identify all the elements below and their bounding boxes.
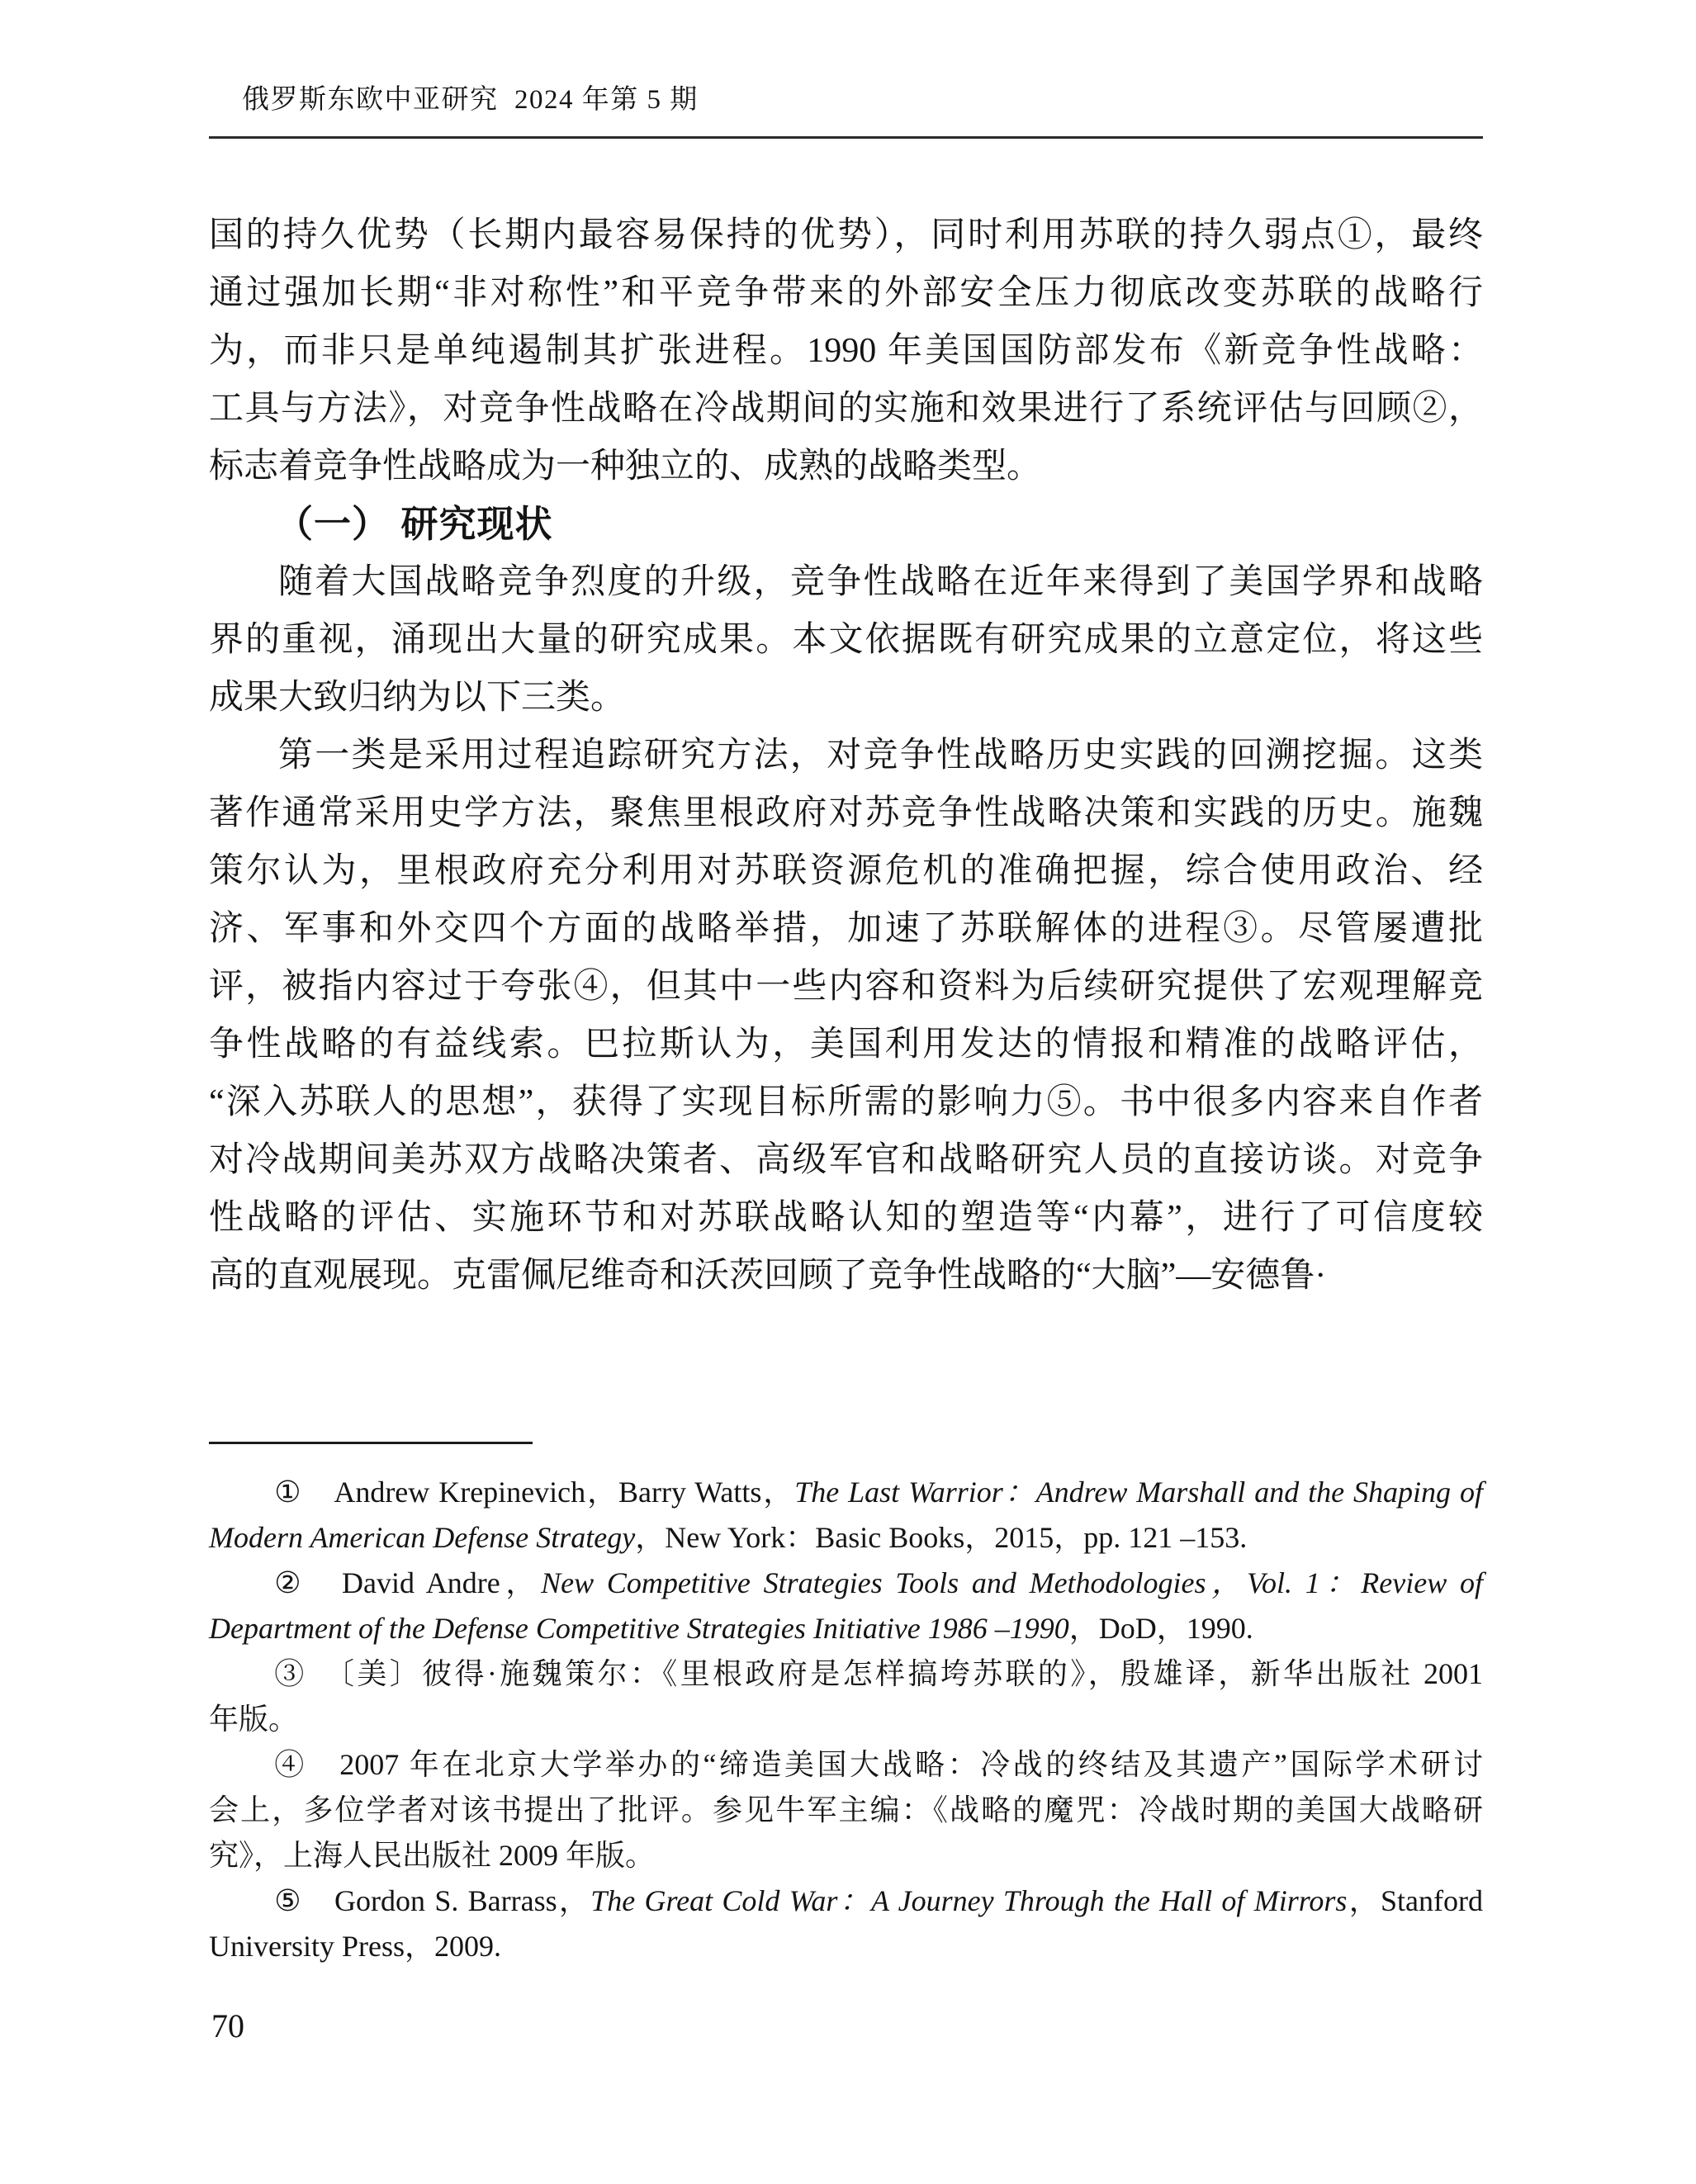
text-line: 界的重视，涌现出大量的研究成果。本文依据既有研究成果的立意定位，将这些 <box>209 621 1483 659</box>
footnote-text: ③ 〔美〕彼得·施魏策尔：《里根政府是怎样搞垮苏联的》，殷雄译，新华出版社 2001 <box>274 1657 1483 1690</box>
footnote-separator <box>209 1442 533 1444</box>
footnote-line <box>209 1878 1483 1924</box>
text-line: “深入苏联人的思想”，获得了实现目标所需的影响力⑤。书中很多内容来自作者 <box>209 1083 1483 1121</box>
footnote-line <box>209 1561 1483 1606</box>
footnote-line <box>209 1924 1483 1969</box>
footnote-text: ，Stanford <box>1347 1884 1483 1917</box>
text-line: 对冷战期间美苏双方战略决策者、高级军官和战略研究人员的直接访谈。对竞争 <box>209 1141 1483 1179</box>
footnote-text: ① Andrew Krepinevich，Barry Watts， <box>274 1476 795 1509</box>
text-line: 评，被指内容过于夸张④，但其中一些内容和资料为后续研究提供了宏观理解竞 <box>209 968 1483 1006</box>
text-line: 第一类是采用过程追踪研究方法，对竞争性战略历史实践的回溯挖掘。这类 <box>278 737 1483 775</box>
header-rule <box>209 136 1483 139</box>
footnote-title-italic: The Great Cold War：A Journey Through the Hall of Mirrors <box>590 1884 1348 1917</box>
text-line: 济、军事和外交四个方面的战略举措，加速了苏联解体的进程③。尽管屡遭批 <box>209 910 1483 948</box>
footnote-title-italic: The Last Warrior：Andrew Marshall and the Shaping of <box>794 1476 1483 1509</box>
text-line: 著作通常采用史学方法，聚焦里根政府对苏竞争性战略决策和实践的历史。施魏 <box>209 794 1483 832</box>
text-line: 工具与方法》，对竞争性战略在冷战期间的实施和效果进行了系统评估与回顾②， <box>209 390 1483 428</box>
footnotes <box>209 1470 1483 1969</box>
footnote-line <box>209 1742 1483 1788</box>
text-line: 性战略的评估、实施环节和对苏联战略认知的塑造等“内幕”，进行了可信度较 <box>209 1199 1483 1237</box>
text-line: 为，而非只是单纯遏制其扩张进程。1990 年美国国防部发布《新竞争性战略： <box>209 332 1483 370</box>
text-line: 成果大致归纳为以下三类。 <box>209 679 626 717</box>
footnote-line <box>209 1606 1483 1651</box>
text-line: 策尔认为，里根政府充分利用对苏联资源危机的准确把握，综合使用政治、经 <box>209 852 1483 890</box>
page-number: 70 <box>211 2007 244 2044</box>
footnote-text: ② David Andre， <box>274 1566 542 1599</box>
text-line: 争性战略的有益线索。巴拉斯认为，美国利用发达的情报和精准的战略评估， <box>209 1026 1483 1064</box>
text-line: 随着大国战略竞争烈度的升级，竞争性战略在近年来得到了美国学界和战略 <box>278 563 1483 601</box>
footnote-text: 会上，多位学者对该书提出了批评。参见牛军主编：《战略的魔咒：冷战时期的美国大战略研 <box>209 1793 1483 1826</box>
text-line: 标志着竞争性战略成为一种独立的、成熟的战略类型。 <box>209 448 1042 486</box>
footnote-line <box>209 1651 1483 1697</box>
footnote-line <box>209 1470 1483 1515</box>
journal-header: 俄罗斯东欧中亚研究 2024 年第 5 期 <box>242 85 699 115</box>
footnote-text: ④ 2007 年在北京大学举办的“缔造美国大战略：冷战的终结及其遗产”国际学术研讨 <box>274 1748 1483 1781</box>
footnote-text: University Press，2009. <box>209 1930 501 1963</box>
footnote-title-italic: Modern American Defense Strategy <box>209 1521 636 1554</box>
footnote-text: ⑤ Gordon S. Barrass， <box>274 1884 591 1917</box>
footnote-line <box>209 1515 1483 1561</box>
footnote-text: ，DoD，1990. <box>1068 1612 1253 1645</box>
text-line: 高的直观展现。克雷佩尼维奇和沃茨回顾了竞争性战略的“大脑”—安德鲁· <box>209 1257 1327 1295</box>
footnote-line <box>209 1788 1483 1833</box>
text-line: 国的持久优势（长期内最容易保持的优势），同时利用苏联的持久弱点①，最终 <box>209 216 1483 254</box>
footnote-line <box>209 1833 1483 1878</box>
footnote-line <box>209 1697 1483 1742</box>
footnote-title-italic: Department of the Defense Competitive Strategies Initiative 1986 –1990 <box>209 1612 1069 1645</box>
footnote-text: 究》，上海人民出版社 2009 年版。 <box>209 1839 656 1872</box>
footnote-text: ，New York：Basic Books，2015，pp. 121 –153. <box>635 1521 1248 1554</box>
body-text <box>209 206 1483 1305</box>
text-line: 通过强加长期“非对称性”和平竞争带来的外部安全压力彻底改变苏联的战略行 <box>209 274 1483 312</box>
footnote-title-italic: New Competitive Strategies Tools and Methodologies，Vol. 1：Review of <box>541 1566 1483 1599</box>
section-heading: （一） 研究现状 <box>276 503 553 545</box>
footnote-text: 年版。 <box>209 1703 299 1736</box>
